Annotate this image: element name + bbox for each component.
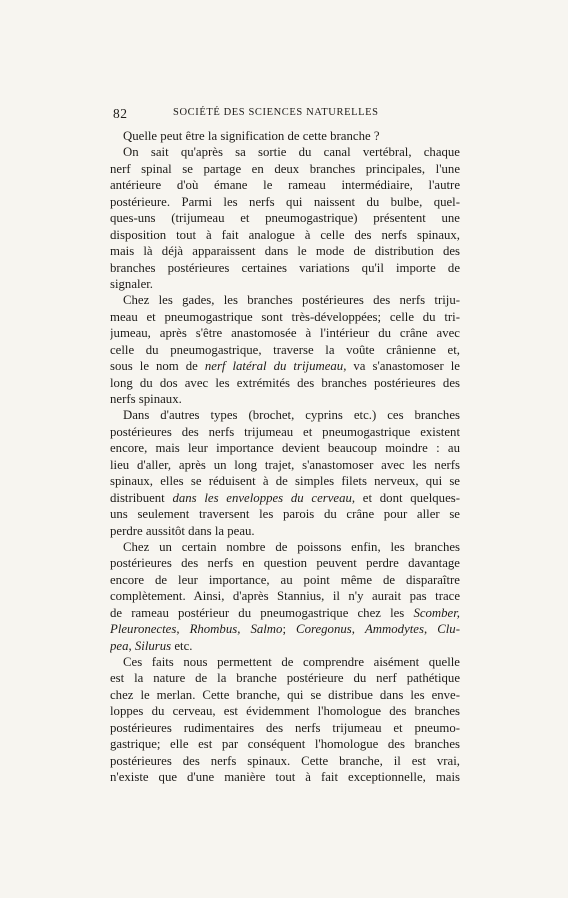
text-segment: ; bbox=[282, 622, 297, 637]
text-segment: On sait qu'après sa sortie du canal vertébral, chaque bbox=[123, 145, 460, 160]
text-line bbox=[110, 720, 460, 736]
text-segment: encore de leur importance, au point même de disparaître bbox=[110, 572, 460, 587]
text-segment: lieu d'aller, après un long trajet, s'anastomoser avec les nerfs bbox=[110, 457, 460, 472]
text-line bbox=[110, 325, 460, 341]
text-segment: de rameau postérieur du pneumogastrique chez les bbox=[110, 605, 414, 620]
italic-text-segment: Rhombus bbox=[189, 622, 238, 637]
text-segment: , bbox=[237, 622, 251, 637]
text-line bbox=[110, 621, 460, 637]
italic-text-segment: pea bbox=[110, 638, 129, 653]
text-segment: signaler. bbox=[110, 276, 154, 291]
text-line bbox=[110, 424, 460, 440]
text-segment: postérieures des nerfs trijumeau et pneumogastrique existent bbox=[110, 424, 460, 439]
text-segment: Quelle peut être la signification de cette branche ? bbox=[123, 129, 380, 143]
body-text bbox=[110, 128, 460, 786]
italic-text-segment: nerf latéral du trijumeau bbox=[204, 359, 344, 374]
text-line bbox=[110, 654, 460, 670]
text-segment: complètement. Ainsi, d'après Stannius, il n'y aurait pas trace bbox=[110, 589, 460, 604]
text-segment: postérieures des nerfs spinaux. Cette branche, il est vrai, bbox=[110, 753, 460, 768]
text-line bbox=[110, 309, 460, 325]
text-line bbox=[110, 177, 460, 193]
italic-text-segment: Clu- bbox=[437, 622, 460, 637]
text-segment: , bbox=[351, 622, 365, 637]
text-line bbox=[110, 260, 460, 276]
text-line bbox=[110, 605, 460, 621]
text-line bbox=[110, 407, 460, 423]
text-segment: nerf spinal se partage en deux branches principales, l'une bbox=[110, 161, 460, 176]
text-segment: Chez un certain nombre de poissons enfin, les branches bbox=[123, 539, 460, 554]
text-line bbox=[110, 243, 460, 259]
text-line bbox=[110, 391, 460, 407]
text-segment: gastrique; elle est par conséquent l'homologue des branches bbox=[110, 737, 460, 752]
text-line bbox=[110, 161, 460, 177]
text-line bbox=[110, 342, 460, 358]
text-line bbox=[110, 703, 460, 719]
text-segment: postérieure. Parmi les nerfs qui naissent du bulbe, quel- bbox=[110, 194, 460, 209]
text-segment: Ces faits nous permettent de comprendre aisément quelle bbox=[123, 655, 460, 669]
text-segment: distribuent bbox=[110, 490, 173, 505]
text-segment: postérieures rudimentaires des nerfs trijumeau et pneumo- bbox=[110, 720, 460, 735]
text-segment: jumeau, après s'être anastomosée à l'intérieur du crâne avec bbox=[110, 326, 460, 341]
text-line bbox=[110, 588, 460, 604]
text-segment: disposition tout à fait analogue à celle des nerfs spinaux, bbox=[110, 227, 460, 242]
text-segment: nerfs spinaux. bbox=[110, 392, 182, 406]
text-segment: est la nature de la branche postérieure du nerf pathétique bbox=[110, 671, 460, 686]
text-line bbox=[110, 292, 460, 308]
text-segment: loppes du cerveau, est évidemment l'homologue des branches bbox=[110, 704, 460, 719]
text-line bbox=[110, 358, 460, 374]
text-line bbox=[110, 210, 460, 226]
text-line bbox=[110, 572, 460, 588]
italic-text-segment: Salmo bbox=[250, 622, 283, 637]
text-segment: chez le merlan. Cette branche, qui se distribue dans les enve- bbox=[110, 687, 460, 702]
text-line bbox=[110, 375, 460, 391]
text-line bbox=[110, 687, 460, 703]
text-line bbox=[110, 227, 460, 243]
italic-text-segment: Scomber, bbox=[413, 605, 460, 620]
page-number: 82 bbox=[113, 106, 128, 121]
page-header bbox=[113, 106, 460, 122]
text-segment: branches postérieures certaines variations qu'il importe de bbox=[110, 260, 460, 275]
text-line bbox=[110, 457, 460, 473]
text-segment: n'existe que d'une manière tout à fait exceptionnelle, mais bbox=[110, 770, 460, 785]
text-segment: antérieure d'où émane le rameau intermédiaire, l'autre bbox=[110, 178, 460, 193]
italic-text-segment: Pleuronectes bbox=[110, 622, 177, 637]
italic-text-segment: Coregonus bbox=[296, 622, 352, 637]
text-segment: celle du pneumogastrique, traverse la voûte crânienne et, bbox=[110, 342, 460, 357]
text-segment: mais là déjà apparaissent dans le mode de distribution des bbox=[110, 244, 460, 259]
text-segment: , et dont quelques- bbox=[351, 490, 460, 505]
text-segment: ques-uns (trijumeau et pneumogastrique) présentent une bbox=[110, 211, 460, 226]
text-segment: uns seulement traversent les parois du crâne pour aller se bbox=[110, 507, 460, 522]
text-line bbox=[110, 490, 460, 506]
italic-text-segment: dans les enveloppes du cerveau bbox=[172, 490, 352, 505]
text-line bbox=[110, 638, 460, 654]
text-line bbox=[110, 473, 460, 489]
text-line bbox=[110, 555, 460, 571]
text-segment: encore, mais leur importance devient beaucoup moindre : au bbox=[110, 441, 460, 456]
text-segment: , bbox=[176, 622, 190, 637]
text-segment: spinaux, elles se réduisent à de simples filets nerveux, qui se bbox=[110, 474, 460, 489]
text-segment: meau et pneumogastrique sont très-développées; celle du tri- bbox=[110, 309, 460, 324]
text-segment: Chez les gades, les branches postérieures des nerfs triju- bbox=[123, 293, 460, 308]
text-segment: Dans d'autres types (brochet, cyprins etc.) ces branches bbox=[123, 408, 460, 423]
text-line bbox=[110, 670, 460, 686]
text-line bbox=[110, 753, 460, 769]
text-line bbox=[110, 539, 460, 555]
text-segment: etc. bbox=[171, 638, 193, 653]
text-segment: , va s'anastomoser le bbox=[343, 359, 460, 374]
text-segment: long du dos avec les extrémités des branches postérieures des bbox=[110, 375, 460, 390]
text-segment: , bbox=[423, 622, 438, 637]
text-line bbox=[110, 144, 460, 160]
text-segment: , bbox=[128, 638, 135, 653]
running-head: SOCIÉTÉ DES SCIENCES NATURELLES bbox=[173, 107, 379, 118]
text-segment: postérieures des nerfs en question peuvent perdre davantage bbox=[110, 556, 460, 571]
text-segment: sous le nom de bbox=[110, 359, 205, 374]
text-line bbox=[110, 736, 460, 752]
italic-text-segment: Ammodytes bbox=[364, 622, 424, 637]
text-line bbox=[110, 506, 460, 522]
text-line bbox=[110, 128, 460, 144]
italic-text-segment: Silurus bbox=[134, 638, 172, 653]
text-line bbox=[110, 194, 460, 210]
text-line bbox=[110, 440, 460, 456]
text-line bbox=[110, 276, 460, 292]
text-line bbox=[110, 769, 460, 785]
text-line bbox=[110, 523, 460, 539]
text-segment: perdre aussitôt dans la peau. bbox=[110, 523, 255, 538]
